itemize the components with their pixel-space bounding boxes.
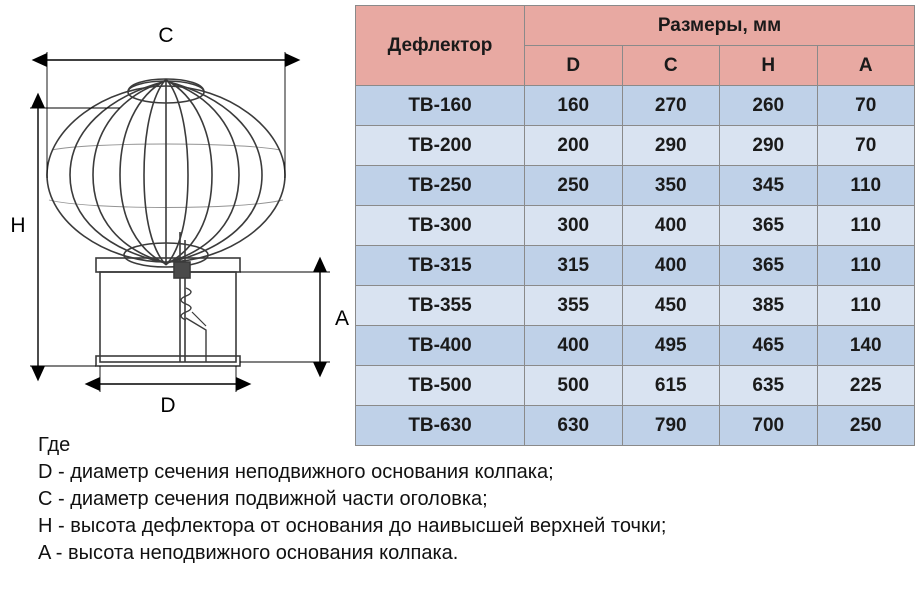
table-header-row-1 [356,6,915,46]
cell-h: 260 [720,86,818,126]
cell-c: 400 [622,246,720,286]
cell-h: 290 [720,126,818,166]
header-col-h: H [720,46,818,86]
deflector-svg [0,0,352,440]
header-col-c: C [622,46,720,86]
cell-a: 110 [817,246,915,286]
cell-d: 355 [525,286,623,326]
cell-h: 465 [720,326,818,366]
cell-a: 70 [817,86,915,126]
header-col-a: A [817,46,915,86]
dimension-d [100,366,236,392]
cell-d: 160 [525,86,623,126]
cell-h: 700 [720,406,818,446]
dimension-a-label: A [334,307,350,330]
table-row [356,166,915,206]
cell-d: 315 [525,246,623,286]
cell-model: ТВ-630 [356,406,525,446]
cell-d: 630 [525,406,623,446]
table-row [356,86,915,126]
cell-c: 495 [622,326,720,366]
cell-model: ТВ-200 [356,126,525,166]
table-row [356,286,915,326]
cell-model: ТВ-400 [356,326,525,366]
cell-model: ТВ-355 [356,286,525,326]
cell-d: 500 [525,366,623,406]
table-row [356,126,915,166]
cell-a: 70 [817,126,915,166]
cell-model: ТВ-160 [356,86,525,126]
dimension-a [240,272,330,362]
table-row [356,206,915,246]
dimensions-table [355,5,915,446]
table-row [356,366,915,406]
cell-h: 345 [720,166,818,206]
dimension-d-label: D [160,394,176,417]
cell-a: 250 [817,406,915,446]
cell-a: 140 [817,326,915,366]
cell-model: ТВ-250 [356,166,525,206]
cell-a: 110 [817,286,915,326]
cell-c: 350 [622,166,720,206]
legend-line-c: C - диаметр сечения подвижной части оголовка; [38,488,488,510]
cell-c: 290 [622,126,720,166]
legend-title: Где [38,434,71,456]
header-sizes-group: Размеры, мм [525,6,915,46]
cell-a: 110 [817,206,915,246]
turbine-head [47,79,285,267]
cell-d: 250 [525,166,623,206]
cell-model: ТВ-500 [356,366,525,406]
cell-d: 200 [525,126,623,166]
cell-h: 385 [720,286,818,326]
header-col-d: D [525,46,623,86]
cell-model: ТВ-300 [356,206,525,246]
cell-c: 615 [622,366,720,406]
cell-c: 270 [622,86,720,126]
cell-c: 790 [622,406,720,446]
cell-model: ТВ-315 [356,246,525,286]
table-body [356,86,915,446]
cell-c: 450 [622,286,720,326]
legend [38,432,898,567]
legend-line-d: D - диаметр сечения неподвижного основания колпака; [38,461,554,483]
cell-h: 635 [720,366,818,406]
legend-line-h: H - высота дефлектора от основания до наивысшей верхней точки; [38,515,667,537]
table-head [356,6,915,86]
legend-line-a: A - высота неподвижного основания колпака. [38,542,459,564]
cell-h: 365 [720,206,818,246]
cell-h: 365 [720,246,818,286]
dimension-h-label: H [10,214,26,237]
dimension-c-label: C [158,24,174,47]
table-row [356,326,915,366]
deflector-drawing [0,0,352,440]
cell-d: 400 [525,326,623,366]
cell-a: 110 [817,166,915,206]
cell-a: 225 [817,366,915,406]
table-row [356,246,915,286]
cell-d: 300 [525,206,623,246]
cell-c: 400 [622,206,720,246]
header-deflector: Дефлектор [356,6,525,86]
